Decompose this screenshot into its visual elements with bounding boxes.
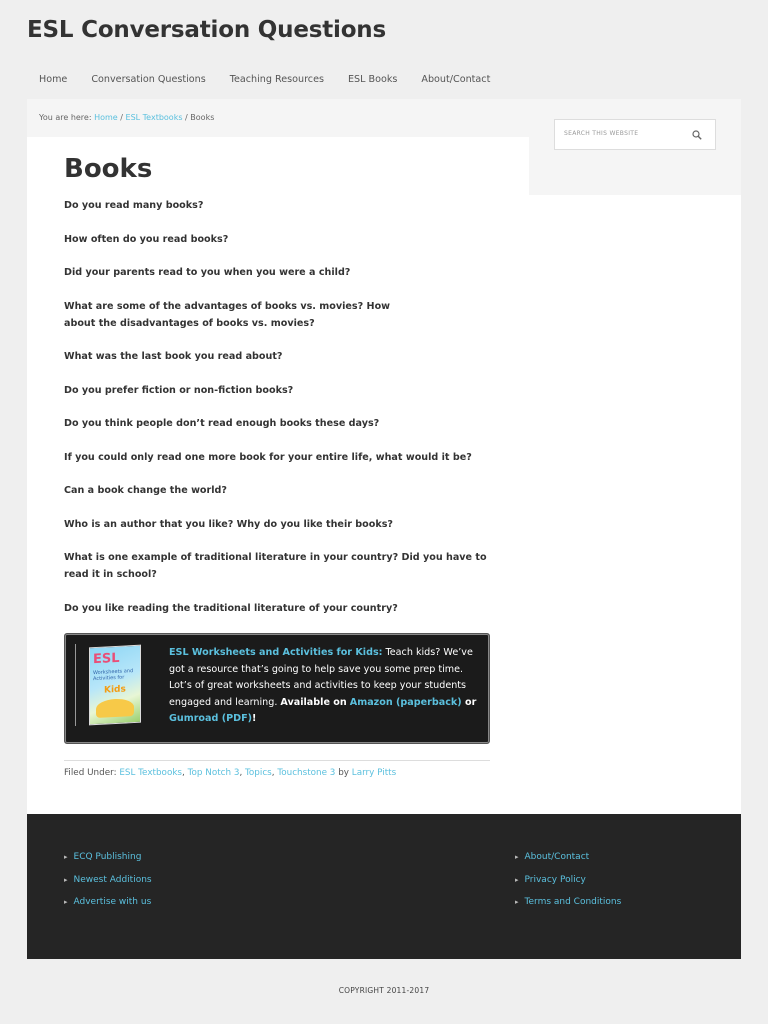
question-item: Who is an author that you like? Why do you like their books? [64, 518, 394, 530]
nav-conversation-questions[interactable]: Conversation Questions [91, 74, 206, 85]
search-placeholder: SEARCH THIS WEBSITE [564, 130, 639, 137]
question-item: If you could only read one more book for your entire life, what would it be? [64, 451, 472, 463]
chevron-right-icon: ▸ [64, 875, 68, 884]
chevron-right-icon: ▸ [515, 875, 519, 884]
question-item: What is one example of traditional literature in your country? Did you have to read it in school? [64, 552, 487, 580]
search-icon[interactable] [692, 130, 702, 140]
cover-illustration [96, 698, 134, 718]
cover-title: ESL [93, 650, 120, 668]
promo-body: Teach kids? We’ve got a resource that’s going to help save you some prep time. Lot’s of great worksheets and activities to keep your students engaged and learning. [169, 647, 473, 708]
question-list [64, 197, 494, 633]
breadcrumb-textbooks-link[interactable]: ESL Textbooks [125, 113, 183, 122]
breadcrumb [27, 99, 529, 137]
question-item: What was the last book you read about? [64, 351, 283, 362]
chevron-right-icon: ▸ [515, 898, 519, 906]
question-item: Did your parents read to you when you were a child? [64, 267, 351, 278]
footer-link-ecq-publishing[interactable] [64, 852, 152, 875]
nav-about-contact[interactable]: About/Contact [421, 74, 491, 85]
promo-box [64, 633, 490, 744]
search-widget [529, 99, 741, 195]
gumroad-link[interactable]: Gumroad (PDF) [169, 713, 253, 724]
question-item: Do you prefer fiction or non-fiction books? [64, 384, 294, 396]
footer-link-label: Privacy Policy [524, 874, 586, 885]
nav-esl-books[interactable]: ESL Books [347, 74, 398, 85]
footer [27, 814, 741, 959]
category-link[interactable]: ESL Textbooks [119, 768, 182, 778]
footer-link-privacy-policy[interactable] [515, 875, 621, 898]
promo-text [169, 645, 479, 728]
breadcrumb-separator: / [120, 113, 123, 122]
filed-label: Filed Under: [64, 768, 120, 778]
promo-heading-link[interactable]: ESL Worksheets and Activities for Kids: [169, 647, 383, 658]
book-cover-image[interactable] [75, 644, 155, 726]
divider [64, 760, 490, 761]
chevron-right-icon: ▸ [64, 853, 68, 861]
question-item: Can a book change the world? [64, 485, 227, 496]
category-link[interactable]: Touchstone 3 [277, 768, 336, 778]
footer-link-label: Newest Additions [73, 874, 152, 885]
cover-kids: Kids [104, 684, 126, 696]
book-cover [89, 645, 141, 726]
promo-available: Available on [280, 696, 347, 708]
footer-link-advertise[interactable] [64, 897, 152, 920]
footer-link-label: Advertise with us [73, 897, 152, 907]
post-meta: Filed Under: ESL Textbooks, Top Notch 3, Topics, Touchstone 3 by Larry Pitts [64, 768, 397, 778]
page-title: Books [64, 154, 153, 184]
footer-link-about-contact[interactable] [515, 852, 621, 875]
nav-home[interactable]: Home [39, 74, 68, 85]
category-link[interactable]: Top Notch 3 [187, 768, 240, 778]
footer-right-links [515, 852, 621, 920]
sidebar [529, 99, 741, 814]
amazon-link[interactable]: Amazon (paperback) [349, 696, 462, 708]
cover-subtitle: Worksheets and Activities for [93, 668, 134, 683]
breadcrumb-prefix: You are here: [39, 113, 92, 122]
footer-link-label: About/Contact [524, 852, 590, 862]
question-item: Do you think people don’t read enough books these days? [64, 418, 380, 429]
promo-or: or [461, 696, 477, 708]
breadcrumb-separator: / [185, 113, 188, 122]
chevron-right-icon: ▸ [64, 898, 68, 906]
footer-link-label: Terms and Conditions [524, 897, 622, 907]
breadcrumb-home-link[interactable]: Home [94, 113, 118, 122]
question-item: What are some of the advantages of books vs. movies? How about the disadvantages of books vs. movies? [64, 300, 391, 329]
main-content [27, 99, 529, 814]
main-nav [27, 74, 502, 90]
site-title[interactable]: ESL Conversation Questions [27, 17, 386, 43]
search-input[interactable] [554, 119, 716, 150]
question-item: How often do you read books? [64, 233, 229, 245]
breadcrumb-current: Books [190, 113, 215, 122]
footer-link-label: ECQ Publishing [73, 852, 142, 862]
category-link[interactable]: Topics [245, 768, 272, 778]
footer-link-newest-additions[interactable] [64, 875, 152, 898]
author-link[interactable]: Larry Pitts [351, 768, 397, 778]
nav-teaching-resources[interactable]: Teaching Resources [229, 74, 324, 85]
chevron-right-icon: ▸ [515, 853, 519, 861]
promo-end: ! [252, 713, 257, 724]
question-item: Do you like reading the traditional literature of your country? [64, 602, 398, 614]
footer-left-links [64, 852, 152, 920]
footer-link-terms[interactable] [515, 897, 621, 920]
copyright: COPYRIGHT 2011-2017 [338, 986, 430, 995]
question-item: Do you read many books? [64, 200, 204, 211]
by-label: by [335, 768, 352, 778]
